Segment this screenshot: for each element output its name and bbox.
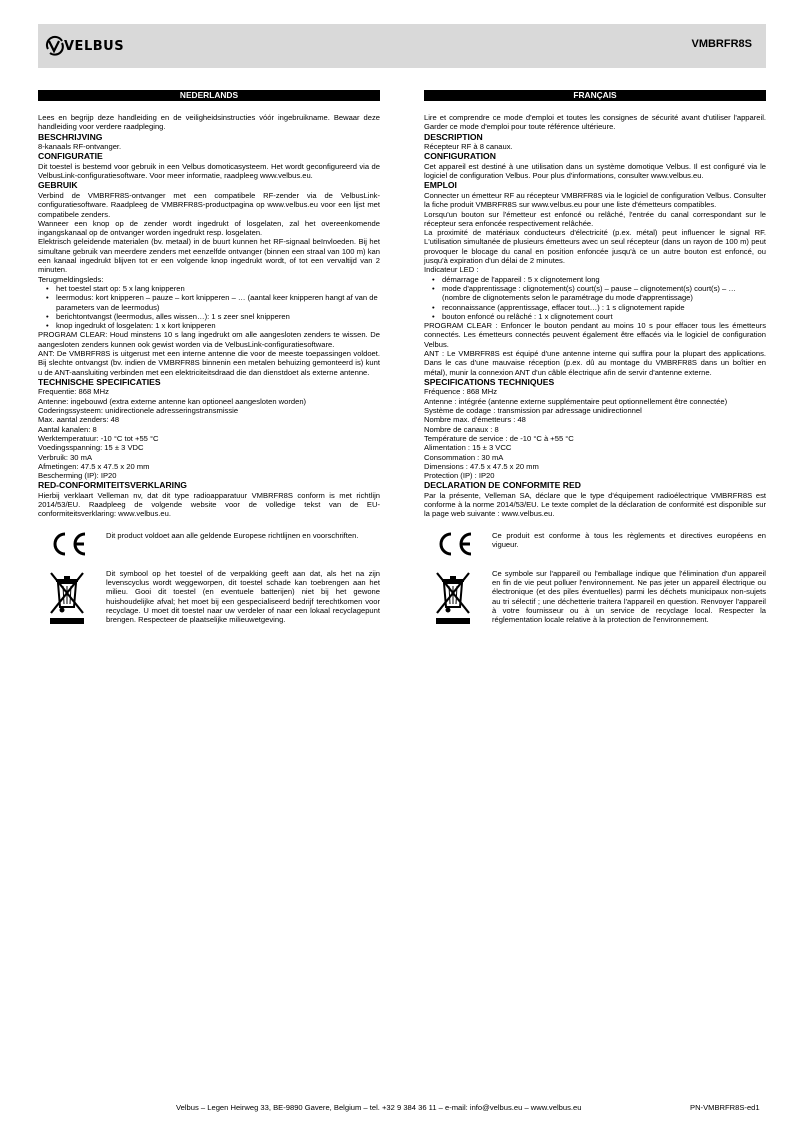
section-heading: RED-CONFORMITEITSVERKLARING — [38, 480, 187, 491]
intro-fr: Lire et comprendre ce mode d'emploi et toutes les consignes de sécurité avant d'utiliser l'appareil. Garder ce mode d'emploi pour toute référence ultérieure. — [424, 113, 766, 132]
spec-line: Dimensions : 47.5 x 47.5 x 20 mm — [424, 461, 539, 471]
velbus-logo — [44, 34, 124, 58]
spec-line: Coderingssysteem: unidirectionele adresseringstransmissie — [38, 406, 239, 416]
section-heading: SPECIFICATIONS TECHNIQUES — [424, 376, 555, 387]
list-item: • leermodus: kort knipperen – pauze – kort knipperen – … (aantal keer knipperen hangt af van de parameters van de leermodus) — [56, 293, 380, 312]
ce-text: Dit product voldoet aan alle geldende Europese richtlijnen en voorschriften. — [106, 530, 359, 540]
spec-line: Température de service : de -10 °C à +55 °C — [424, 433, 574, 443]
spec-line: Fréquence : 868 MHz — [424, 387, 498, 397]
ce-notice-fr — [424, 531, 766, 557]
list-item: • démarrage de l'appareil : 5 x clignotement long — [442, 275, 766, 284]
spec-line: Nombre de canaux : 8 — [424, 424, 499, 434]
paragraph: Hierbij verklaart Velleman nv, dat dit type radioapparatuur VMBRFR8S conform is met richtlijn 2014/53/EU. Raadpleeg de volgende website voor de volledige tekst van de EU-conformiteitsverklaring: www.velbus.eu. — [38, 490, 380, 519]
spec-line: Verbruik: 30 mA — [38, 452, 93, 462]
spec-line: Werktemperatuur: -10 °C tot +55 °C — [38, 433, 159, 443]
paragraph: ANT: De VMBRFR8S is uitgerust met een interne antenne die voor de meeste toepassingen voldoet. Bij slechte ontvangst (bv. indien de VMBRFR8S binnenin een metalen behuizing gemonteerd is) kunt u de ANT-aansluiting verbinden met een elektriciteitsdraad die dan dienstdoet als externe antenne. — [38, 349, 380, 377]
section-heading: BESCHRIJVING — [38, 131, 103, 142]
spec-line: Afmetingen: 47.5 x 47.5 x 20 mm — [38, 461, 150, 471]
leds-heading: Indicateur LED : — [424, 265, 479, 275]
footer-address: Velbus – Legen Heirweg 33, BE-9890 Gavere, Belgium – tel. +32 9 384 36 11 – e-mail: info@velbus.eu – www.velbus.eu — [176, 1103, 582, 1112]
paragraph: Connecter un émetteur RF au récepteur VMBRFR8S via le logiciel de configuration Velbus. Consulter la fiche produit VMBRFR8S sur www.velbus.eu pour une liste d'émetteurs compatibles. — [424, 190, 766, 210]
paragraph: Elektrisch geleidende materialen (bv. metaal) in de buurt kunnen het RF-signaal beïnvloeden. Bij het simultane gebruik van meerdere zenders met eenzelfde ontvanger (binnen een straal van 100 m) kan een kanaal ingedrukt blijven tot er een volgende knop ingedrukt wordt, of tot een vervaltijd van 2 minuten. — [38, 237, 380, 275]
section-heading: DESCRIPTION — [424, 131, 483, 142]
led-list — [424, 275, 766, 321]
paragraph: ANT : Le VMBRFR8S est équipé d'une antenne interne qui suffira pour la plupart des applications. Dans le cas d'une mauvaise réception (p.ex. dû au montage du VMBRFR8S dans un boîtier en métal), munir la connexion ANT d'un câble électrique afin de servir d'antenne externe. — [424, 349, 766, 377]
ce-mark-icon — [434, 531, 482, 557]
list-item: • mode d'apprentissage : clignotement(s) court(s) – pause – clignotement(s) court(s) – … (nombre de clignotements selon le paramétrage du mode d'apprentissage) — [442, 284, 766, 303]
intro-nl: Lees en begrijp deze handleiding en de veiligheidsinstructies vóór ingebruikname. Bewaar deze handleiding voor verdere raadpleging. — [38, 113, 380, 132]
spec-line: Max. aantal zenders: 48 — [38, 415, 120, 425]
section-heading: CONFIGURATIE — [38, 151, 103, 162]
list-item: • het toestel start op: 5 x lang knipperen — [56, 284, 380, 293]
spec-line: Consommation : 30 mA — [424, 452, 504, 462]
weee-bin-icon — [434, 569, 482, 627]
column-dutch — [38, 90, 380, 627]
section-heading: DECLARATION DE CONFORMITE RED — [424, 480, 581, 491]
paragraph: PROGRAM CLEAR : Enfoncer le bouton pendant au moins 10 s pour effacer tous les émetteurs connectés. Les émetteurs connectés peuvent également être effacés via le logiciel de configuration Velbus. — [424, 321, 766, 349]
list-item: • berichtontvangst (leermodus, alles wissen…): 1 s zeer snel knipperen — [56, 312, 380, 321]
weee-notice-nl — [38, 569, 380, 627]
spec-line: Antenne: ingebouwd (extra externe antenne kan optioneel aangesloten worden) — [38, 396, 307, 406]
paragraph: La proximité de matériaux conducteurs d'électricité (p.ex. métal) peut influencer le signal RF. L'utilisation simultanée de plusieurs émetteurs avec un seul récepteur (dans un rayon de 100 m) peut provoquer le blocage du canal en position enfoncée jusqu'à ce un autre bouton est enfoncé, ou jusqu'à expiration d'un délai de 2 minutes. — [424, 228, 766, 266]
section-heading: CONFIGURATION — [424, 151, 496, 162]
spec-line: Aantal kanalen: 8 — [38, 424, 97, 434]
led-list — [38, 284, 380, 330]
spec-line: Voedingsspanning: 15 ± 3 VDC — [38, 443, 144, 453]
spec-line: Alimentation : 15 ± 3 VCC — [424, 443, 512, 453]
spec-line: Bescherming (IP): IP20 — [38, 471, 117, 481]
paragraph: Verbind de VMBRFR8S-ontvanger met een compatibele RF-zender via de VelbusLink-configuratiesoftware. Raadpleeg de VMBRFR8S-productpagina op www.velbus.eu voor een lijst met compatibele zenders. — [38, 190, 380, 219]
section-heading: GEBRUIK — [38, 180, 78, 191]
page-header — [38, 24, 766, 68]
section-heading: TECHNISCHE SPECIFICATIES — [38, 376, 161, 387]
description-fr: Récepteur RF à 8 canaux. — [424, 142, 513, 152]
velbus-logo-icon — [44, 35, 66, 57]
spec-line: Antenne : intégrée (antenne externe supplémentaire peut optionnellement être connectée) — [424, 396, 728, 406]
column-french — [424, 90, 766, 627]
footer-reference: PN-VMBRFR8S-ed1 — [690, 1103, 760, 1112]
ce-text: Ce produit est conforme à tous les règlements et directives européens en vigueur. — [492, 530, 766, 550]
paragraph: Par la présente, Velleman SA, déclare que le type d'équipement radioélectrique VMBRFR8S est conforme à la norme 2014/53/EU. Le texte complet de la déclaration de conformité est disponible sur la page web suivante : www.velbus.eu. — [424, 490, 766, 519]
lang-heading-fr: FRANÇAIS — [424, 90, 766, 101]
paragraph: Wanneer een knop op de zender wordt ingedrukt of losgelaten, zal het overeenkomende ingangskanaal op de ontvanger worden ingedrukt resp. losgelaten. — [38, 218, 380, 238]
spec-line: Nombre max. d'émetteurs : 48 — [424, 415, 526, 425]
description-nl: 8-kanaals RF-ontvanger. — [38, 142, 122, 152]
lang-heading-nl: NEDERLANDS — [38, 90, 380, 101]
ce-mark-icon — [48, 531, 96, 557]
spec-line: Système de codage : transmission par adressage unidirectionnel — [424, 406, 642, 416]
leds-heading: Terugmeldingsleds: — [38, 274, 104, 284]
config-nl: Dit toestel is bestemd voor gebruik in een Velbus domoticasysteem. Het wordt geconfigureerd via de VelbusLink-configuratiesoftware. Voor meer informatie, raadpleeg www.velbus.eu. — [38, 161, 380, 181]
list-item: • knop ingedrukt of losgelaten: 1 x kort knipperen — [56, 321, 380, 330]
list-item: • bouton enfoncé ou relâché : 1 x clignotement court — [442, 312, 766, 321]
spec-line: Protection (IP) : IP20 — [424, 471, 495, 481]
weee-notice-fr — [424, 569, 766, 627]
paragraph: Lorsqu'un bouton sur l'émetteur est enfoncé ou relâché, l'entrée du canal correspondant sur le récepteur sera enfoncée respectivement relâchée. — [424, 209, 766, 228]
paragraph: PROGRAM CLEAR: Houd minstens 10 s lang ingedrukt om alle aangesloten zenders te wissen. De aangesloten zenders kunnen ook gewist worden via de VelbusLink-configuratiesoftware. — [38, 330, 380, 349]
spec-line: Frequentie: 868 MHz — [38, 387, 109, 397]
weee-text: Dit symbool op het toestel of de verpakking geeft aan dat, als het na zijn levenscyclus wordt weggeworpen, dit toestel schade kan toebrengen aan het milieu. Gooi dit toestel (en eventuele batterijen) niet bij het gewone huishoudelijke afval; het moet bij een gespecialiseerd bedrijf terechtkomen voor recyclage. U moet dit toestel naar uw verdeler of naar een lokaal recyclagepunt brengen. Respecteer de plaatselijke milieuwetgeving. — [106, 568, 380, 625]
section-heading: EMPLOI — [424, 180, 457, 191]
ce-notice-nl — [38, 531, 380, 557]
config-fr: Cet appareil est destiné à une utilisation dans un système domotique Velbus. Il est configuré via le logiciel de configuration Velbus. Pour plus d'informations, consulter www.velbus.eu. — [424, 161, 766, 181]
weee-bin-icon — [48, 569, 96, 627]
weee-text: Ce symbole sur l'appareil ou l'emballage indique que l'élimination d'un appareil en fin de vie peut polluer l'environnement. Ne pas jeter un appareil électrique ou électronique (et des piles éventuelles) parmi les déchets municipaux non-sujets au tri sélectif ; une déchetterie traitera l'appareil en question. Renvoyer l'appareil à votre fournisseur ou à un service de recyclage local. Respecter la réglementation locale relative à la protection de l'environnement. — [492, 568, 766, 625]
model-number: VMBRFR8S — [691, 38, 752, 50]
list-item: • reconnaissance (apprentissage, effacer tout…) : 1 s clignotement rapide — [442, 303, 766, 312]
logo-text: VELBUS — [64, 38, 125, 54]
